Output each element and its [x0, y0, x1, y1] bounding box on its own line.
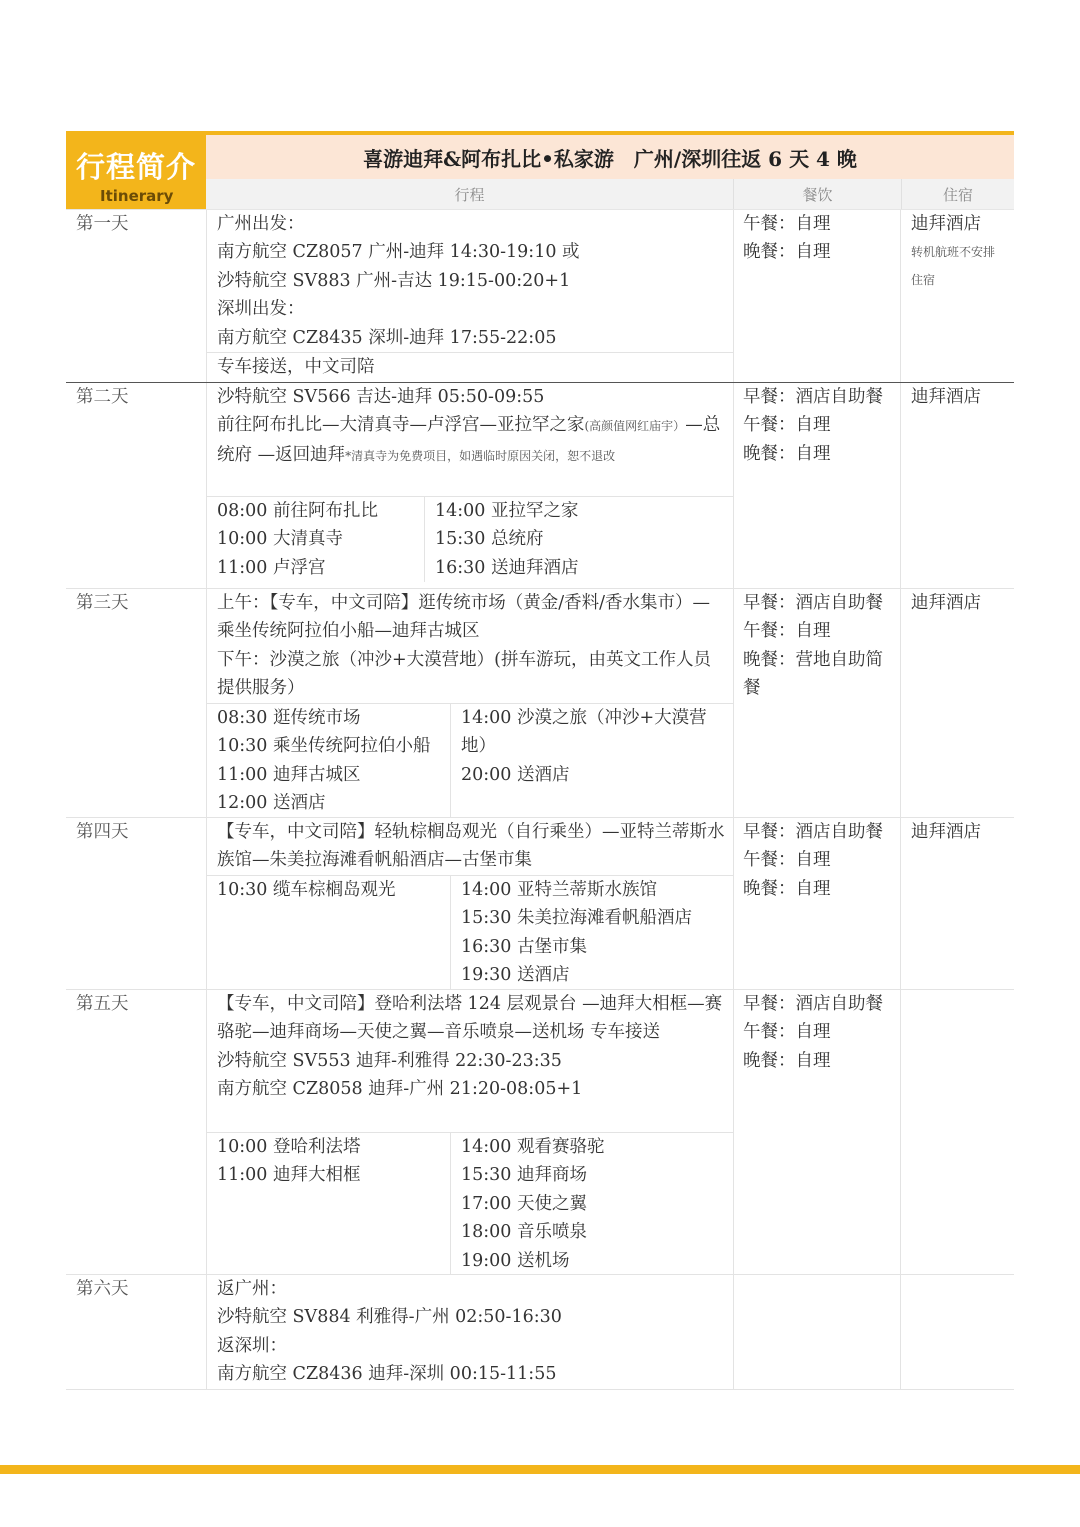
- flight-line: 南方航空 CZ8058 迪拜-广州 21:20-08:05+1: [217, 1079, 583, 1100]
- meal-item: 餐: [743, 678, 761, 699]
- itinerary-route-end: —总统府 —返回迪拜: [217, 415, 721, 465]
- meal-item: 午餐：自理: [743, 621, 831, 642]
- schedule-grid: [207, 1132, 733, 1275]
- meal-item: 晚餐：自理: [743, 242, 831, 263]
- meal-item: 早餐：酒店自助餐: [743, 387, 883, 407]
- schedule-item: 10:30 乘坐传统阿拉伯小船: [217, 736, 431, 757]
- meals-cell: [734, 990, 901, 1274]
- schedule-item: 14:00 亚特兰蒂斯水族馆: [461, 880, 657, 900]
- schedule-item: 14:00 沙漠之旅（冲沙+大漠营地）: [461, 708, 707, 757]
- logo-subtitle: Itinerary: [100, 187, 174, 205]
- day-row-1: [66, 210, 1014, 383]
- route-note: (高颜值网红庙宇）: [584, 419, 686, 434]
- hotel-name: 迪拜酒店: [911, 593, 981, 613]
- meals-cell: [734, 210, 901, 382]
- itinerary-line: 南方航空 CZ8436 迪拜-深圳 00:15-11:55: [217, 1364, 557, 1385]
- day-row-4: [66, 818, 1014, 990]
- schedule-item: 11:00 迪拜大相框: [217, 1165, 361, 1186]
- schedule-grid: [207, 496, 733, 582]
- table-header: [66, 135, 1014, 210]
- meal-item: 晚餐：自理: [743, 878, 831, 899]
- meal-item: 早餐：酒店自助餐: [743, 822, 883, 842]
- schedule-grid: [207, 875, 733, 990]
- day-row-6: [66, 1275, 1014, 1390]
- day-label: 第六天: [76, 1279, 129, 1299]
- schedule-item: 15:30 迪拜商场: [461, 1165, 587, 1186]
- meals-cell: [734, 1275, 901, 1389]
- meal-item: 早餐：酒店自助餐: [743, 593, 883, 613]
- day-label: 第四天: [76, 822, 129, 842]
- schedule-item: 14:00 观看赛骆驼: [461, 1137, 605, 1157]
- bottom-accent-bar: [0, 1465, 1080, 1474]
- schedule-item: 11:00 卢浮宫: [217, 557, 326, 578]
- itinerary-logo: [66, 135, 206, 209]
- meal-item: 午餐：自理: [743, 1022, 831, 1043]
- itinerary-document: [66, 131, 1014, 1390]
- column-header-itinerary: 行程: [454, 185, 485, 204]
- hotel-cell: [901, 818, 1014, 989]
- itinerary-line: 返广州：: [217, 1279, 287, 1299]
- itinerary-line: 南方航空 CZ8057 广州-迪拜 14:30-19:10 或: [217, 242, 580, 263]
- meal-item: 午餐：自理: [743, 415, 831, 436]
- itinerary-route: 前往阿布扎比—大清真寺—卢浮宫—亚拉罕之家: [217, 415, 585, 436]
- meals-cell: [734, 589, 901, 817]
- meal-item: 晚餐：自理: [743, 443, 831, 464]
- schedule-item: 15:30 朱美拉海滩看帆船酒店: [461, 908, 692, 929]
- column-header-hotel: 住宿: [901, 179, 1014, 209]
- itinerary-line: 沙特航空 SV566 吉达-迪拜 05:50-09:55: [217, 387, 545, 407]
- schedule-item: 16:30 古堡市集: [461, 936, 587, 957]
- schedule-item: 18:00 音乐喷泉: [461, 1222, 587, 1243]
- itinerary-line: 广州出发：: [217, 214, 305, 234]
- hotel-cell: [901, 383, 1014, 588]
- day-row-5: [66, 990, 1014, 1275]
- afternoon-description: 下午：沙漠之旅（冲沙+大漠营地）(拼车游玩，由英文工作人员提供服务）: [217, 649, 711, 699]
- schedule-item: 16:30 送迪拜酒店: [435, 557, 579, 578]
- hotel-name: 迪拜酒店: [911, 822, 981, 842]
- day-label: 第五天: [76, 994, 129, 1014]
- logo-title: 行程简介: [76, 150, 197, 184]
- day-label: 第二天: [76, 387, 129, 407]
- hotel-cell: [901, 990, 1014, 1274]
- column-headers: [206, 179, 1014, 209]
- meal-item: 早餐：酒店自助餐: [743, 994, 883, 1014]
- schedule-item: 20:00 送酒店: [461, 764, 570, 785]
- meals-cell: [734, 383, 901, 588]
- morning-description: 上午：【专车，中文司陪】逛传统市场（黄金/香料/香水集市）—乘坐传统阿拉伯小船—迪拜古城区: [217, 593, 711, 642]
- transfer-note: 专车接送，中文司陪: [207, 352, 733, 381]
- schedule-grid: [207, 703, 733, 818]
- day-label: 第三天: [76, 593, 129, 613]
- itinerary-line: 深圳出发：: [217, 299, 305, 320]
- day-row-2: [66, 383, 1014, 589]
- itinerary-cell: [206, 990, 734, 1274]
- schedule-item: 10:30 缆车棕榈岛观光: [217, 880, 396, 900]
- schedule-item: 14:00 亚拉罕之家: [435, 501, 579, 521]
- schedule-item: 12:00 送酒店: [217, 793, 326, 814]
- schedule-item: 11:00 迪拜古城区: [217, 764, 361, 785]
- trip-title: 喜游迪拜&阿布扎比•私家游 广州/深圳往返 6 天 4 晚: [206, 135, 1014, 179]
- hotel-name: 迪拜酒店: [911, 214, 981, 234]
- schedule-item: 10:00 登哈利法塔: [217, 1137, 361, 1157]
- day-description: 【专车，中文司陪】轻轨棕榈岛观光（自行乘坐）—亚特兰蒂斯水族馆—朱美拉海滩看帆船酒店—古堡市集: [217, 822, 725, 871]
- hotel-name: 迪拜酒店: [911, 387, 981, 407]
- day-label: 第一天: [76, 214, 129, 234]
- schedule-item: 19:30 送酒店: [461, 965, 570, 986]
- schedule-item: 15:30 总统府: [435, 529, 544, 550]
- itinerary-line: 返深圳：: [217, 1335, 287, 1356]
- flight-line: 沙特航空 SV553 迪拜-利雅得 22:30-23:35: [217, 1050, 562, 1071]
- schedule-item: 17:00 天使之翼: [461, 1193, 587, 1214]
- hotel-cell: [901, 210, 1014, 382]
- hotel-note: 转机航班不安排住宿: [911, 245, 996, 288]
- meal-item: 午餐：自理: [743, 214, 831, 234]
- itinerary-line: 沙特航空 SV884 利雅得-广州 02:50-16:30: [217, 1307, 562, 1328]
- itinerary-cell: [206, 1275, 734, 1389]
- meal-item: 晚餐：营地自助简: [743, 649, 883, 670]
- hotel-cell: [901, 1275, 1014, 1389]
- schedule-item: 08:00 前往阿布扎比: [217, 501, 378, 521]
- day-description: 【专车，中文司陪】登哈利法塔 124 层观景台 —迪拜大相框—赛骆驼—迪拜商场—天使之翼—音乐喷泉—送机场 专车接送: [217, 994, 723, 1043]
- column-header-meals: 餐饮: [733, 179, 901, 209]
- meals-cell: [734, 818, 901, 989]
- itinerary-cell: [206, 818, 734, 989]
- itinerary-cell: [206, 589, 734, 817]
- hotel-cell: [901, 589, 1014, 817]
- itinerary-line: 南方航空 CZ8435 深圳-迪拜 17:55-22:05: [217, 327, 557, 348]
- itinerary-line: 沙特航空 SV883 广州-吉达 19:15-00:20+1: [217, 270, 571, 291]
- itinerary-cell: [206, 383, 734, 588]
- mosque-note: *清真寺为免费项目，如遇临时原因关闭，恕不退改: [345, 448, 616, 463]
- day-row-3: [66, 589, 1014, 818]
- itinerary-cell: [206, 210, 734, 382]
- meal-item: 午餐：自理: [743, 850, 831, 871]
- schedule-item: 19:00 送机场: [461, 1250, 570, 1271]
- meal-item: 晚餐：自理: [743, 1050, 831, 1071]
- schedule-item: 08:30 逛传统市场: [217, 708, 361, 728]
- schedule-item: 10:00 大清真寺: [217, 529, 343, 550]
